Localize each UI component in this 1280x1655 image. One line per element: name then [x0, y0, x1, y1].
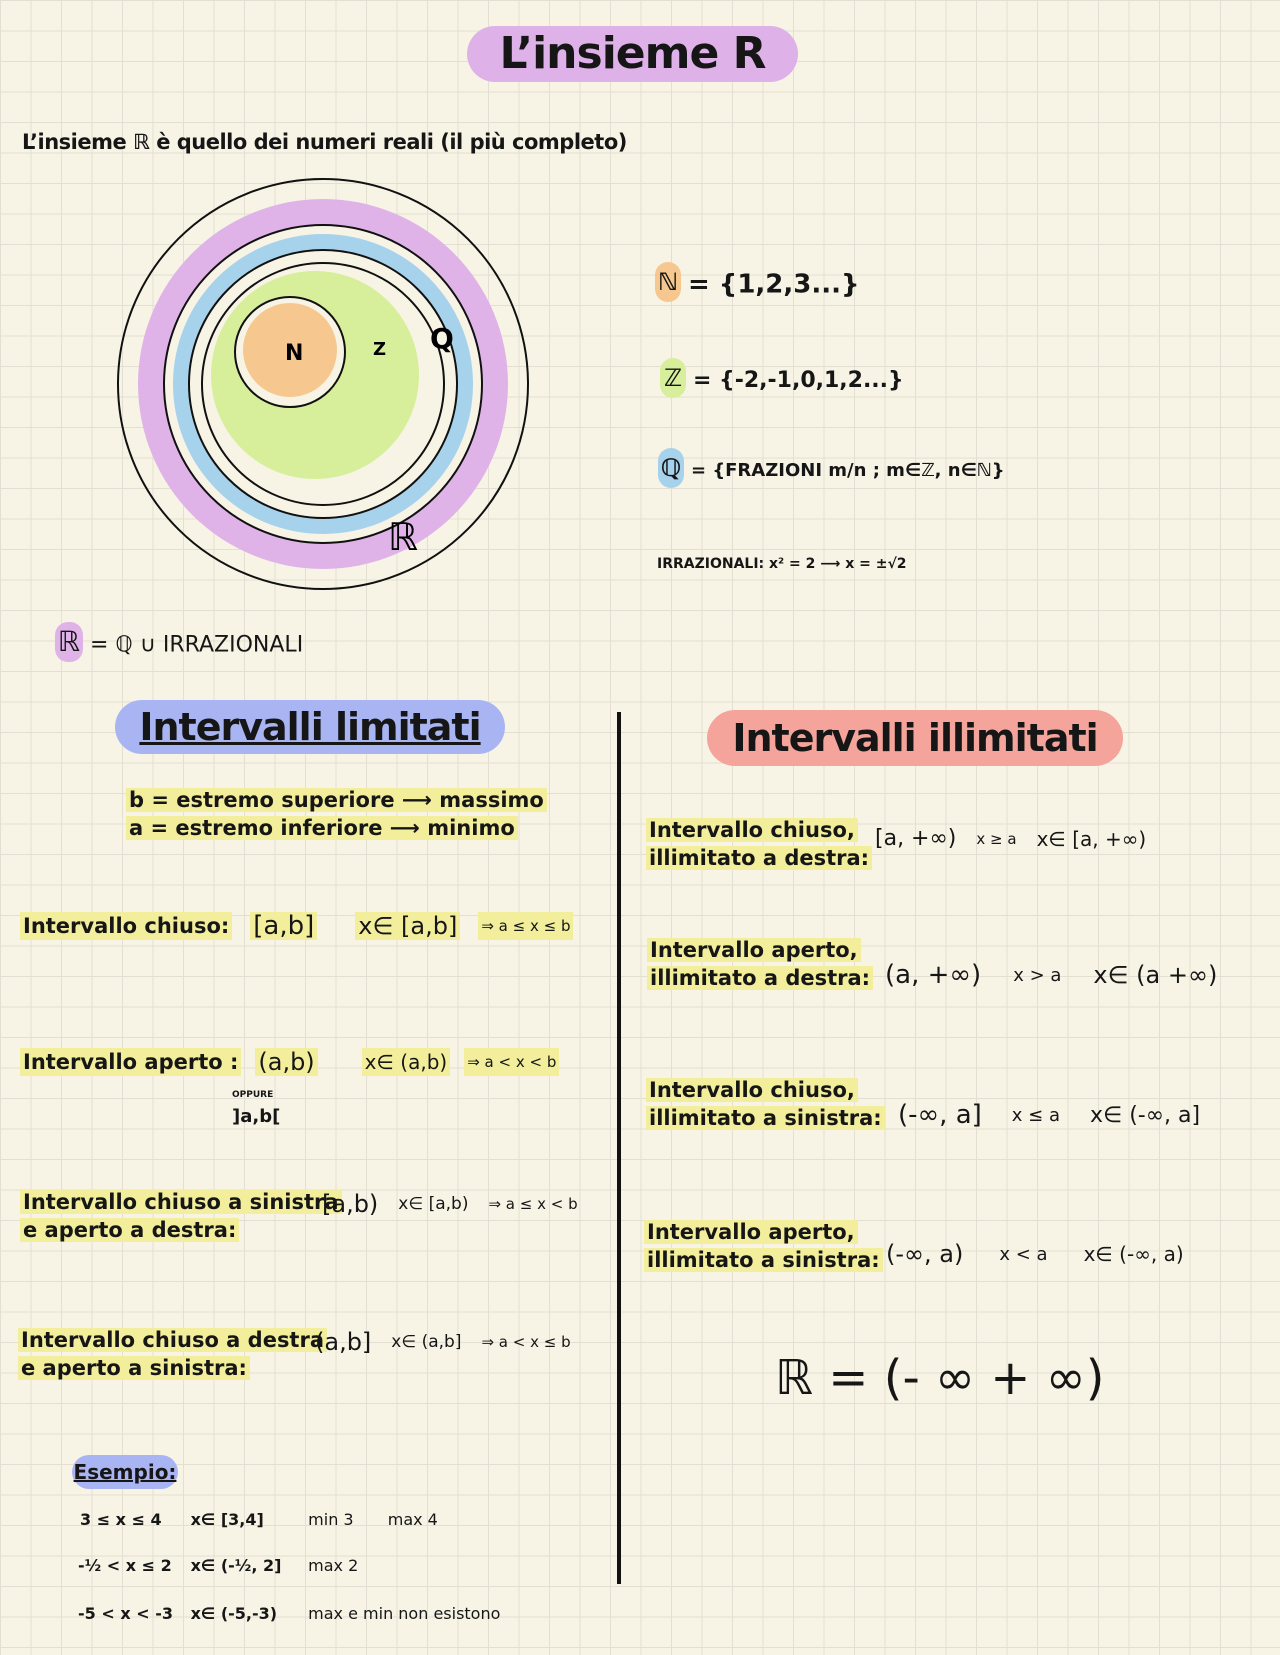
closed-right-row [18, 1326, 327, 1382]
ex3-note1: max e min non esistono [308, 1604, 501, 1623]
unl-r0-interval: [a, +∞) [875, 826, 957, 851]
closed-left-label2: e aperto a destra: [20, 1218, 239, 1242]
unl-r0-ineq: x ≥ a [976, 829, 1017, 848]
unl-r2-interval: (-∞, a] [898, 1100, 982, 1130]
unl-open-right-row [647, 936, 873, 992]
example-row-3 [78, 1604, 500, 1623]
open-interval-row [20, 1048, 559, 1076]
label-n: N [285, 341, 304, 366]
open-alt: ]a,b[ [232, 1106, 281, 1127]
open-member: x∈ (a,b) [362, 1048, 451, 1076]
closed-left-ineq: ⇒ a ≤ x < b [488, 1195, 578, 1213]
unl-r2-member: x∈ (-∞, a] [1090, 1102, 1201, 1128]
closed-left-math [322, 1190, 578, 1218]
number-sets-diagram [105, 170, 545, 600]
ex2-ineq: -½ < x ≤ 2 [78, 1556, 172, 1575]
closed-interval: [a,b] [250, 912, 317, 940]
unl-r2-label2: illimitato a sinistra: [646, 1106, 885, 1130]
r-union-symbol: ℝ [55, 622, 83, 662]
ex3-member: x∈ (-5,-3) [190, 1604, 278, 1623]
unl-r0-label1: Intervallo chiuso, [646, 818, 858, 842]
irrational-note: IRRAZIONALI: x² = 2 ⟶ x = ±√2 [657, 556, 907, 572]
closed-right-ineq: ⇒ a < x ≤ b [481, 1333, 571, 1351]
unl-r3-member: x∈ (-∞, a) [1083, 1242, 1184, 1266]
unl-r1-interval: (a, +∞) [885, 960, 982, 990]
intro-text: L’insieme ℝ è quello dei numeri reali (il più completo) [22, 130, 627, 154]
unlimited-intervals-title: Intervalli illimitati [707, 710, 1123, 766]
unl-r2-ineq: x ≤ a [1011, 1104, 1061, 1126]
unl-closed-right-row [646, 816, 872, 872]
unl-r1-member: x∈ (a +∞) [1093, 961, 1218, 989]
column-divider [617, 712, 621, 1584]
r-all-reals: ℝ = (- ∞ + ∞) [775, 1350, 1105, 1406]
open-label: Intervallo aperto : [20, 1048, 241, 1076]
closed-label: Intervallo chiuso: [20, 912, 232, 940]
example-badge: Esempio: [72, 1455, 178, 1489]
closed-ineq: ⇒ a ≤ x ≤ b [478, 912, 573, 940]
z-symbol: ℤ [660, 358, 686, 398]
closed-right-math [315, 1328, 571, 1356]
closed-member: x∈ [a,b] [355, 912, 460, 940]
unl-r1-ineq: x > a [1013, 964, 1062, 986]
closed-right-label1: Intervallo chiuso a destra [18, 1328, 327, 1352]
z-def: = {-2,-1,0,1,2...} [692, 368, 904, 393]
unl-r2-math [898, 1100, 1200, 1130]
label-z: Z [373, 339, 387, 360]
ex2-member: x∈ (-½, 2] [190, 1556, 282, 1575]
ex1-member: x∈ [3,4] [190, 1510, 264, 1529]
closed-left-member: x∈ [a,b) [398, 1194, 469, 1214]
n-symbol: ℕ [655, 262, 681, 302]
set-z-definition [660, 358, 904, 398]
closed-interval-row [20, 912, 573, 940]
unl-r3-label1: Intervallo aperto, [644, 1220, 858, 1244]
limited-intervals-title: Intervalli limitati [115, 700, 505, 754]
inf-text: a = estremo inferiore ⟶ minimo [126, 816, 518, 840]
sup-text: b = estremo superiore ⟶ massimo [126, 788, 547, 812]
ex1-note1: min 3 [308, 1510, 354, 1529]
q-def: = {FRAZIONI m/n ; m∈ℤ, n∈ℕ} [690, 460, 1005, 481]
unl-r1-label1: Intervallo aperto, [647, 938, 861, 962]
example-row-1 [80, 1510, 438, 1529]
closed-right-label2: e aperto a sinistra: [18, 1356, 250, 1380]
unl-open-left-row [644, 1218, 883, 1274]
example-row-2 [78, 1556, 358, 1575]
set-q-definition [658, 448, 1005, 488]
ex1-ineq: 3 ≤ x ≤ 4 [80, 1510, 162, 1529]
unl-r3-interval: (-∞, a) [886, 1240, 964, 1268]
r-union [55, 622, 303, 662]
ex2-note1: max 2 [308, 1556, 359, 1575]
unl-r3-math [886, 1240, 1184, 1268]
set-n-definition [655, 262, 859, 302]
page-title: L’insieme R [467, 26, 798, 82]
inf-note [126, 814, 518, 842]
unl-r2-label1: Intervallo chiuso, [646, 1078, 858, 1102]
closed-right-member: x∈ (a,b] [391, 1332, 462, 1352]
q-symbol: ℚ [658, 448, 684, 488]
unl-r0-math [875, 826, 1146, 851]
n-def: = {1,2,3...} [687, 269, 860, 300]
open-ineq: ⇒ a < x < b [464, 1048, 559, 1076]
unl-r3-label2: illimitato a sinistra: [644, 1248, 883, 1272]
closed-right-interval: (a,b] [315, 1328, 372, 1356]
r-union-text: = ℚ ∪ IRRAZIONALI [90, 632, 304, 658]
closed-left-row [20, 1188, 342, 1244]
unl-r0-member: x∈ [a, +∞) [1036, 826, 1147, 851]
sup-note [126, 786, 547, 814]
ex3-ineq: -5 < x < -3 [78, 1604, 173, 1623]
open-alt-word: OPPURE [232, 1090, 274, 1100]
closed-left-label1: Intervallo chiuso a sinistra [20, 1190, 342, 1214]
unl-r1-math [885, 960, 1217, 990]
closed-left-interval: [a,b) [322, 1190, 379, 1218]
unl-r3-ineq: x < a [999, 1243, 1048, 1265]
label-q: Q [430, 322, 454, 355]
open-interval: (a,b) [255, 1048, 317, 1076]
ex1-note2: max 4 [387, 1510, 438, 1529]
unl-r0-label2: illimitato a destra: [646, 846, 872, 870]
unl-r1-label2: illimitato a destra: [647, 966, 873, 990]
unl-closed-left-row [646, 1076, 885, 1132]
label-r: ℝ [388, 515, 419, 559]
